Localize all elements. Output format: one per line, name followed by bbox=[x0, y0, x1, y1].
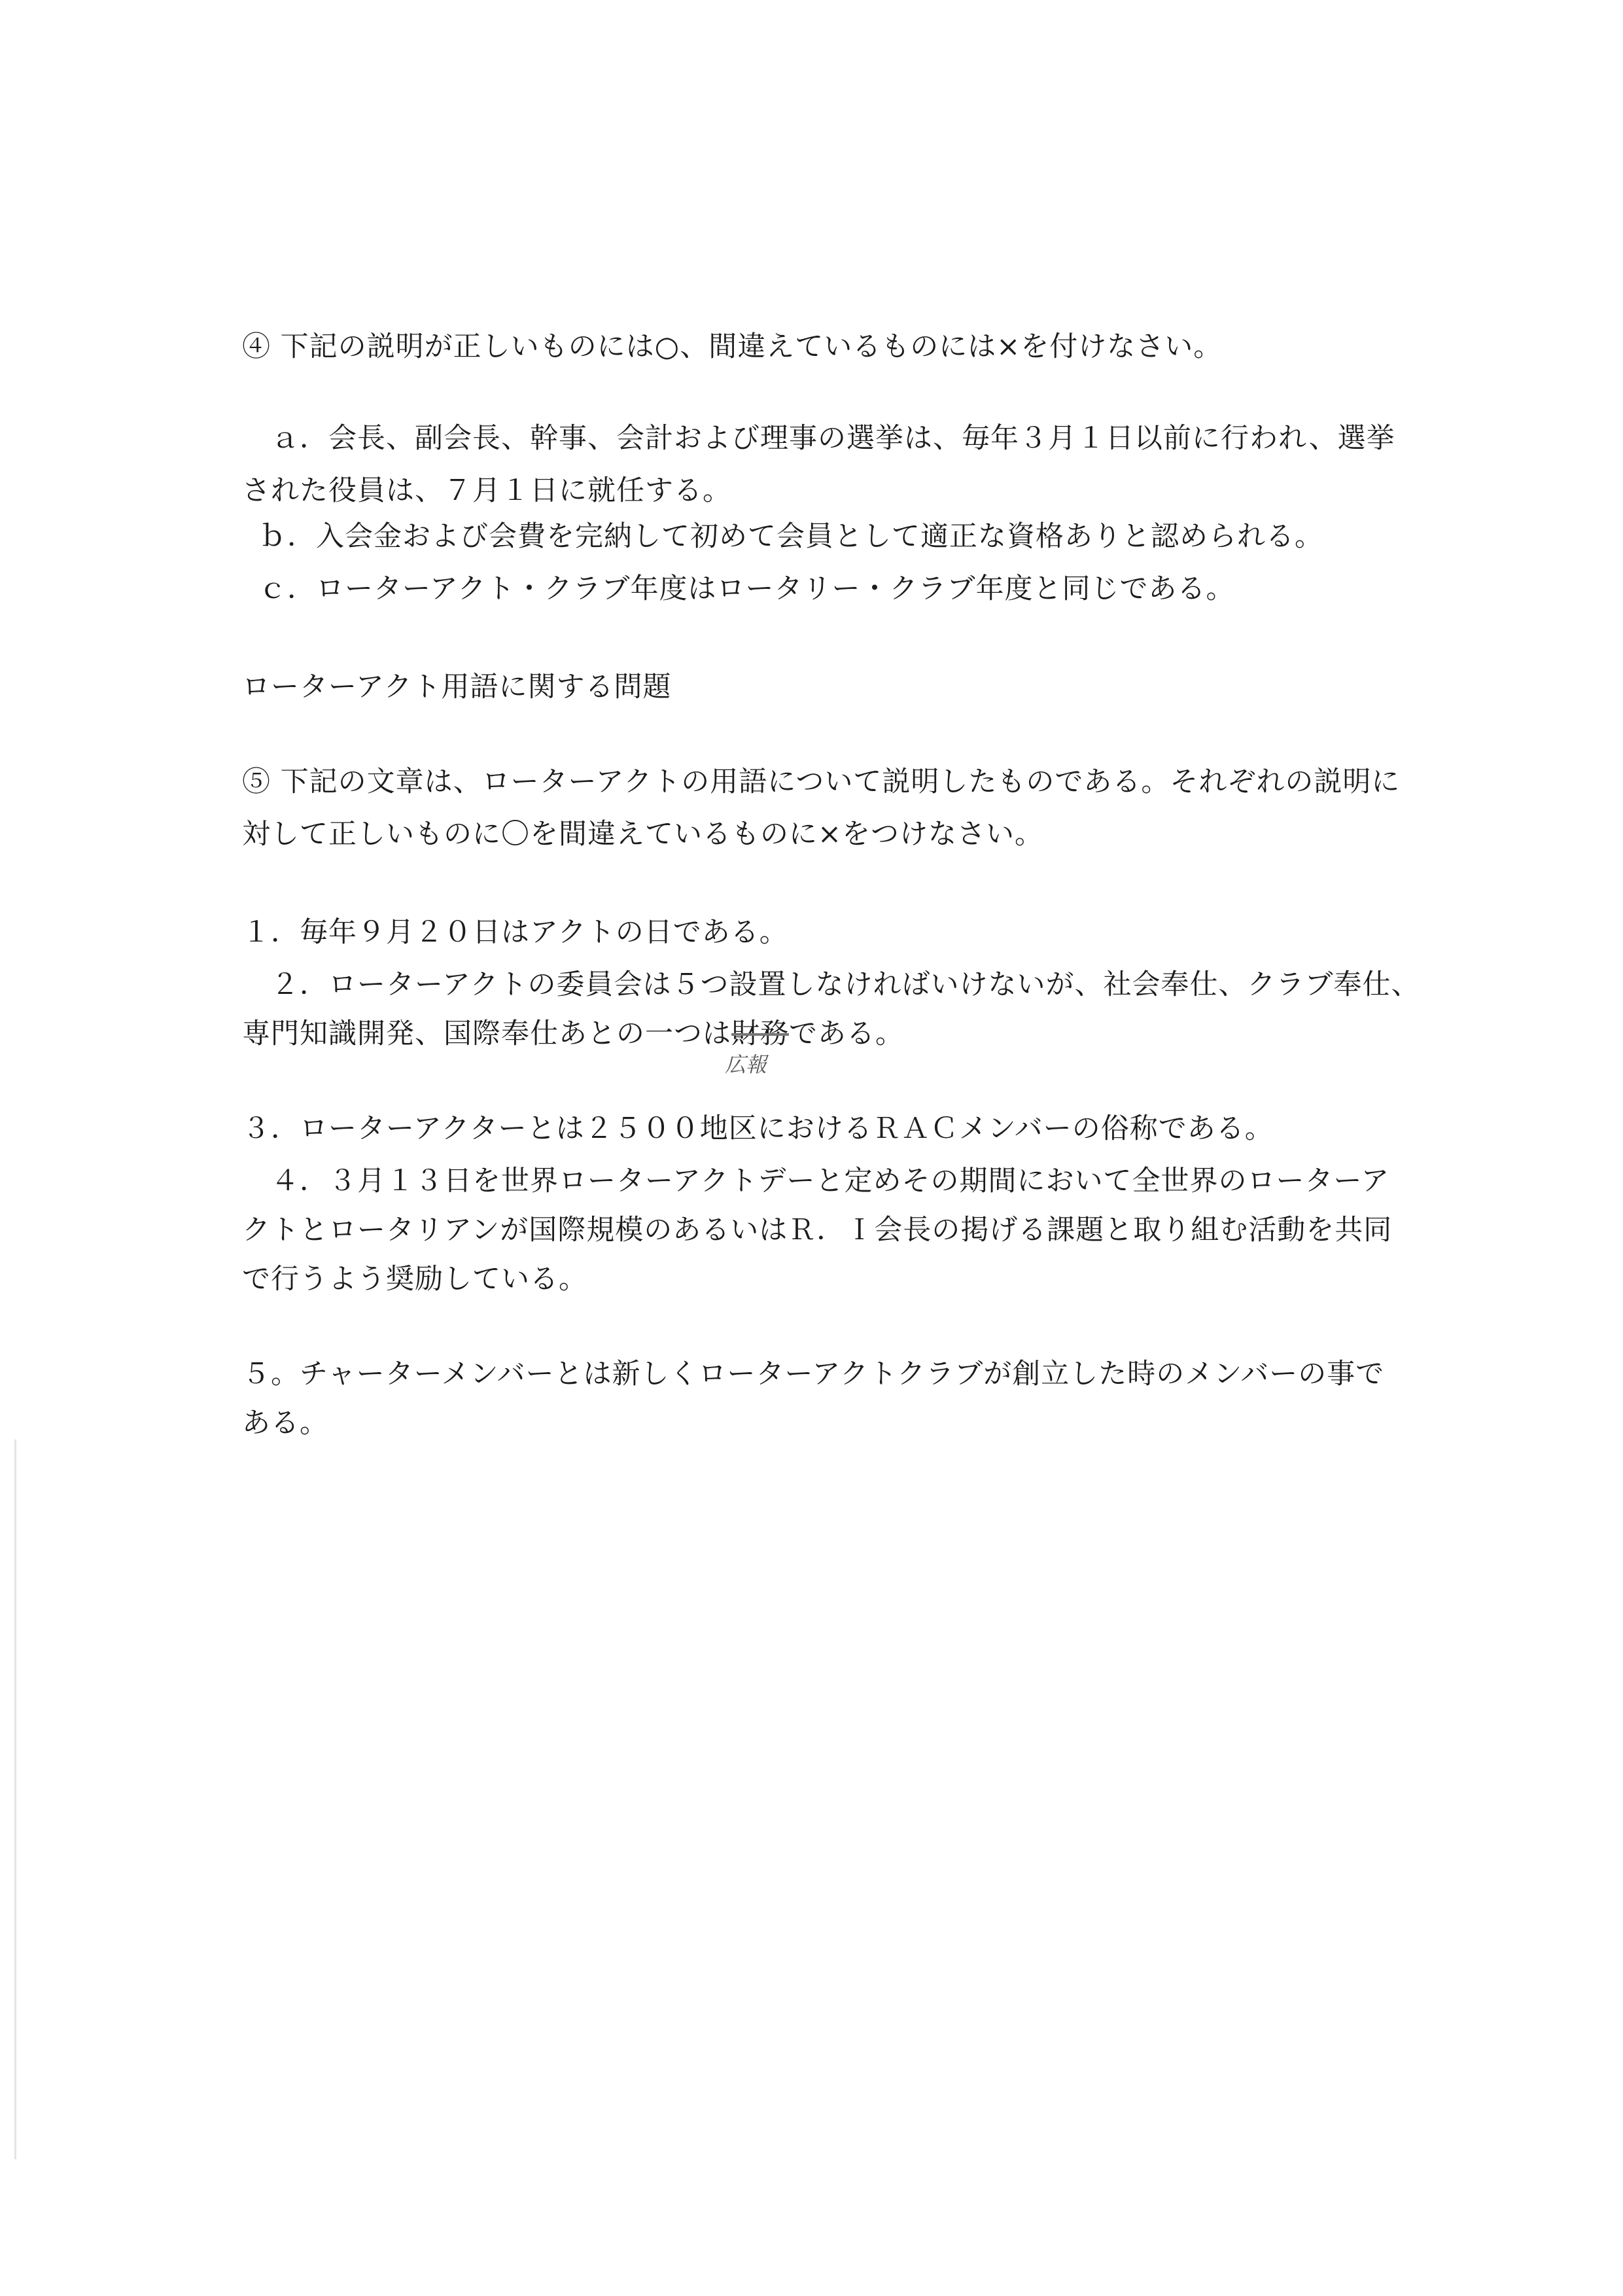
q4-item-b bbox=[258, 517, 1429, 556]
q5-item4-line2: クトとロータリアンが国際規模のあるいはＲ．Ｉ会長の掲げる課題と取り組む活動を共同 bbox=[242, 1214, 1393, 1246]
q5-heading-line2: 対して正しいものに〇を間違えているものに×をつけなさい。 bbox=[242, 818, 1044, 851]
q5-item4-line1: ４．３月１３日を世界ローターアクトデーと定めその期間において全世界のローターア bbox=[242, 1165, 1390, 1197]
q4-item-c-text: ．ローターアクト・クラブ年度はロータリー・クラブ年度と同じである。 bbox=[287, 573, 1235, 605]
q5-heading-line1: ⑤ 下記の文章は、ローターアクトの用語について説明したものである。それぞれの説明に bbox=[242, 766, 1401, 798]
q4-item-a-line2: された役員は、７月１日に就任する。 bbox=[242, 474, 731, 507]
q5-item2-struck-word: 財務 bbox=[731, 1017, 789, 1050]
section-title: ローターアクト用語に関する問題 bbox=[242, 671, 672, 703]
q4-item-b-text: ．入会金および会費を完納して初めて会員として適正な資格ありと認められる。 bbox=[287, 520, 1323, 553]
q5-item3: ３．ローターアクターとは２５００地区におけるＲＡＣメンバーの俗称である。 bbox=[242, 1112, 1274, 1145]
q4-item-c-marker: ｃ bbox=[258, 573, 287, 605]
q5-item2-text-after: である。 bbox=[789, 1017, 904, 1050]
q4-item-c bbox=[258, 569, 1429, 609]
q5-item2-handwritten-correction: 広報 bbox=[725, 1052, 767, 1077]
q5-item4-line3: で行うよう奨励している。 bbox=[242, 1263, 587, 1296]
q4-heading: ④ 下記の説明が正しいものには○、間違えているものには×を付けなさい。 bbox=[242, 330, 1223, 363]
q4-item-a-line1: ａ．会長、副会長、幹事、会計および理事の選挙は、毎年３月１日以前に行われ、選挙 bbox=[242, 422, 1395, 455]
q5-item5-line1: ５。チャーターメンバーとは新しくローターアクトクラブが創立した時のメンバーの事で bbox=[242, 1358, 1385, 1390]
q5-item2-line2 bbox=[242, 1014, 1413, 1053]
scan-edge-shadow bbox=[14, 1439, 16, 2159]
q4-item-b-marker: ｂ bbox=[258, 520, 287, 553]
q5-item2-line1: ２．ローターアクトの委員会は５つ設置しなければいけないが、社会奉仕、クラブ奉仕、 bbox=[242, 968, 1420, 1001]
q5-item5-line2: ある。 bbox=[242, 1407, 328, 1439]
q5-item2-text-before: 専門知識開発、国際奉仕あとの一つは bbox=[242, 1017, 731, 1050]
q5-item1: １．毎年９月２０日はアクトの日である。 bbox=[242, 916, 788, 949]
